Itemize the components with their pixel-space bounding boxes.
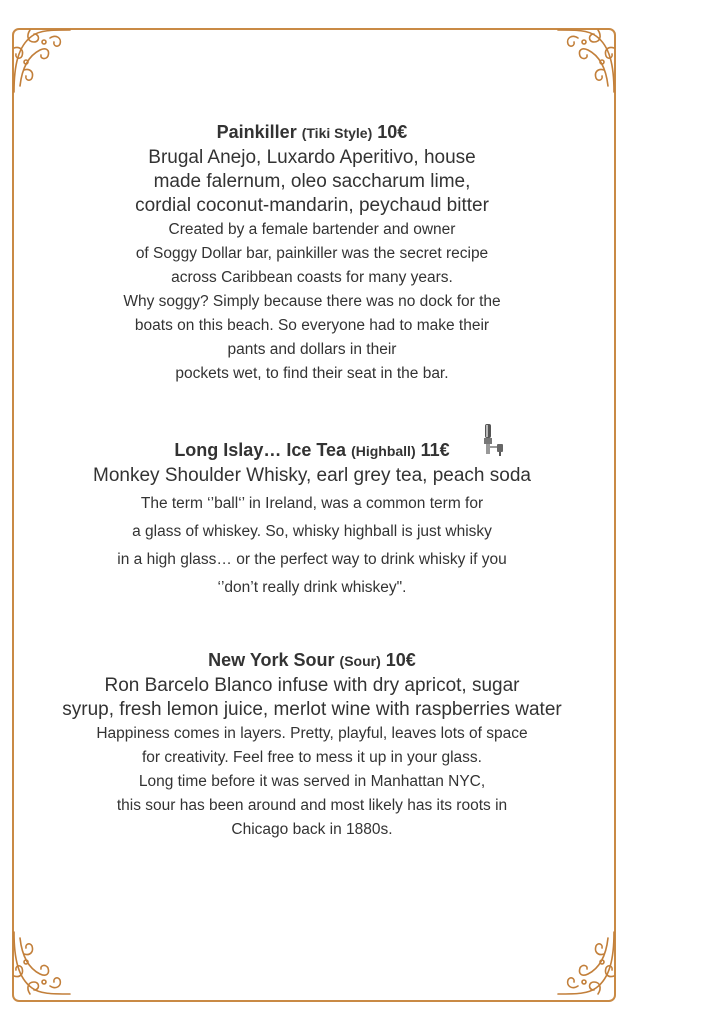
- story-line: in a high glass… or the perfect way to drink whisky if you: [117, 551, 507, 568]
- item-story: [24, 490, 600, 602]
- ingredients-line: Monkey Shoulder Whisky, earl grey tea, peach soda: [93, 465, 531, 486]
- story-line: ‘’don’t really drink whiskey".: [217, 579, 407, 596]
- story-line: a glass of whiskey. So, whisky highball is just whisky: [132, 523, 492, 540]
- story-line: across Caribbean coasts for many years.: [171, 269, 453, 286]
- story-line: for creativity. Feel free to mess it up in your glass.: [142, 749, 482, 766]
- item-style: (Highball): [351, 443, 416, 459]
- item-name: Long Islay… Ice Tea: [174, 440, 347, 460]
- story-line: Long time before it was served in Manhattan NYC,: [138, 773, 486, 790]
- story-line: Chicago back in 1880s.: [231, 821, 393, 838]
- story-line: this sour has been around and most likely has its roots in: [116, 797, 508, 814]
- menu-item-new-york-sour: [24, 647, 600, 842]
- item-price: 10€: [385, 650, 416, 670]
- corner-ornament-top-right: [554, 26, 618, 96]
- story-line: pants and dollars in their: [227, 341, 397, 358]
- ingredients-line: Brugal Anejo, Luxardo Aperitivo, house: [148, 147, 476, 168]
- item-title: [24, 647, 600, 674]
- menu-item-long-islay-ice-tea: [24, 437, 600, 602]
- item-ingredients: [24, 674, 600, 722]
- ingredients-line: Ron Barcelo Blanco infuse with dry apricot, sugar: [104, 675, 520, 696]
- corner-ornament-top-left: [10, 26, 74, 96]
- ingredients-line: syrup, fresh lemon juice, merlot wine with raspberries water: [62, 699, 562, 720]
- story-line: Happiness comes in layers. Pretty, playful, leaves lots of space: [96, 725, 528, 742]
- item-title: [24, 119, 600, 146]
- story-line: of Soggy Dollar bar, painkiller was the secret recipe: [135, 245, 489, 262]
- ingredients-line: made falernum, oleo saccharum lime,: [153, 171, 471, 192]
- item-title: [24, 437, 600, 464]
- item-name: New York Sour: [208, 650, 335, 670]
- story-line: Why soggy? Simply because there was no dock for the: [123, 293, 501, 310]
- item-ingredients: [24, 146, 600, 218]
- story-line: pockets wet, to find their seat in the bar.: [175, 365, 449, 382]
- item-style: (Tiki Style): [301, 125, 373, 141]
- item-style: (Sour): [339, 653, 381, 669]
- corner-ornament-bottom-right: [554, 928, 618, 998]
- story-line: The term ‘’ball‘’ in Ireland, was a common term for: [140, 495, 484, 512]
- item-price: 10€: [377, 122, 408, 142]
- item-price: 11€: [420, 440, 450, 460]
- item-story: [24, 722, 600, 842]
- corner-ornament-bottom-left: [10, 928, 74, 998]
- item-story: [24, 218, 600, 386]
- story-line: boats on this beach. So everyone had to make their: [134, 317, 490, 334]
- beer-tap-icon: [481, 422, 505, 460]
- item-ingredients: [24, 464, 600, 488]
- ingredients-line: cordial coconut-mandarin, peychaud bitter: [135, 195, 489, 216]
- menu-item-painkiller: [24, 119, 600, 386]
- item-name: Painkiller: [216, 122, 297, 142]
- story-line: Created by a female bartender and owner: [168, 221, 456, 238]
